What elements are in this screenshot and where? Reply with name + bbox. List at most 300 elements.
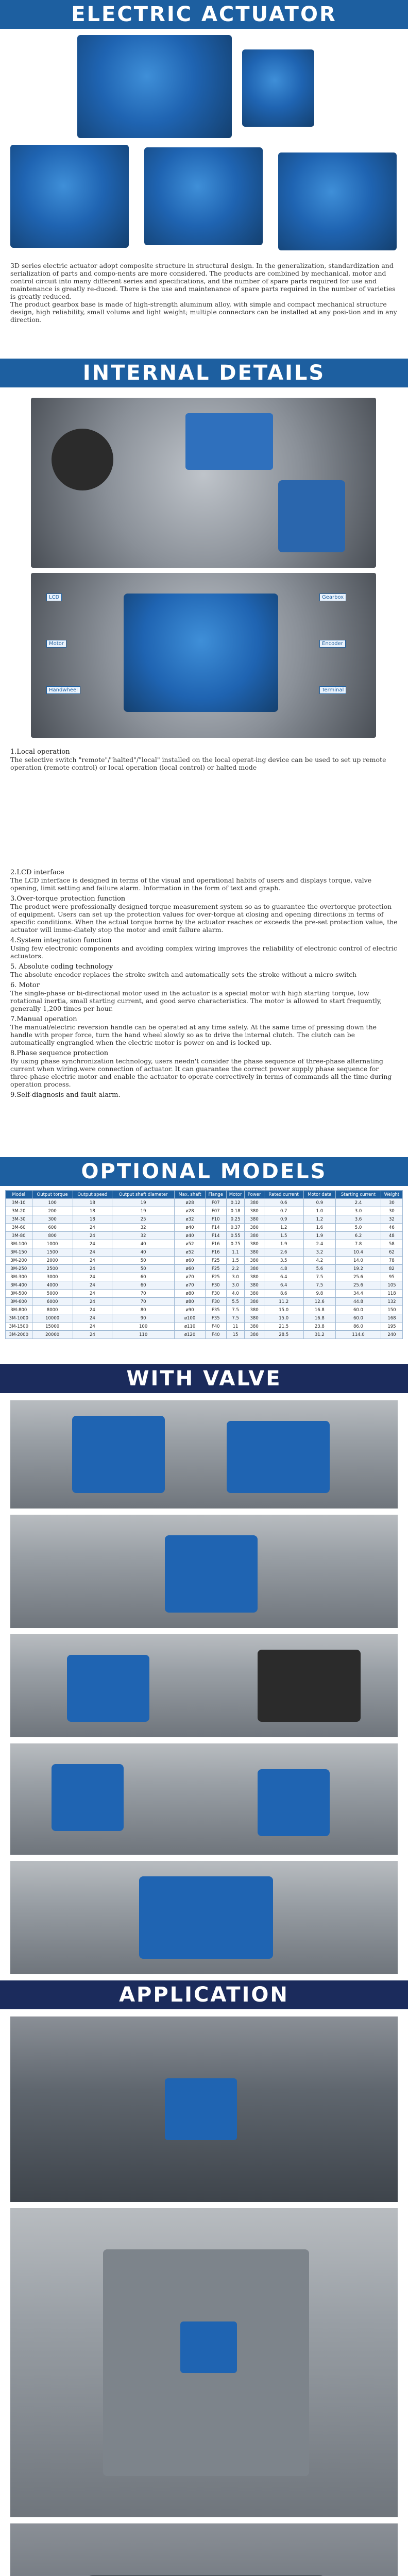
table-cell: 600 [32,1224,73,1232]
table-cell: 12.6 [303,1298,335,1306]
table-cell: 0.25 [226,1215,245,1224]
table-row [6,1306,403,1314]
table-cell: F07 [205,1207,226,1215]
table-cell: 168 [381,1314,402,1323]
banner-title: OPTIONAL MODELS [81,1160,327,1183]
table-cell: 3M-150 [6,1248,32,1257]
actuator-body [124,594,278,712]
table-cell: 3M-200 [6,1257,32,1265]
table-cell: 25 [112,1215,175,1224]
feature-list-continued [0,869,408,1157]
product-photo-center [144,147,263,245]
spec-header-cell: Motor data [303,1191,335,1199]
feature-item [10,895,398,934]
actuator-on-valve [72,1416,165,1493]
table-cell: 1.1 [226,1248,245,1257]
table-cell: F14 [205,1232,226,1240]
table-row [6,1257,403,1265]
table-row [6,1331,403,1339]
table-cell: 6.4 [264,1273,303,1281]
table-cell: F30 [205,1298,226,1306]
table-cell: ø40 [175,1224,206,1232]
feature-text: Using few electronic components and avoiding complex wiring improves the reliability of electronic control of electric actuators. [10,944,397,960]
table-row [6,1273,403,1281]
table-cell: 19 [112,1207,175,1215]
table-cell: 48 [381,1232,402,1240]
table-row [6,1248,403,1257]
spec-header-cell: Weight [381,1191,402,1199]
actuator-installed [180,2321,237,2373]
table-cell: 132 [381,1298,402,1306]
table-cell: 380 [245,1290,264,1298]
banner-title: INTERNAL DETAILS [82,361,326,385]
table-cell: 100 [32,1199,73,1207]
table-cell: 3M-300 [6,1273,32,1281]
table-cell: 2000 [32,1257,73,1265]
feature-title: 6. Motor [10,981,40,989]
table-cell: ø32 [175,1215,206,1224]
table-cell: 80 [112,1306,175,1314]
banner-title: WITH VALVE [126,1367,282,1391]
spec-header-cell: Output torque [32,1191,73,1199]
table-cell: F25 [205,1257,226,1265]
table-cell: 3M-600 [6,1298,32,1306]
table-cell: F07 [205,1199,226,1207]
table-cell: F10 [205,1215,226,1224]
product-photo-main [77,35,232,138]
table-cell: 18 [73,1215,112,1224]
table-cell: 0.37 [226,1224,245,1232]
table-cell: 380 [245,1199,264,1207]
table-cell: 9.8 [303,1290,335,1298]
feature-title: 9.Self-diagnosis and fault alarm. [10,1091,121,1099]
table-cell: 3.0 [336,1207,381,1215]
spec-header-cell: Motor [226,1191,245,1199]
table-cell: 0.55 [226,1232,245,1240]
table-cell: 380 [245,1240,264,1248]
feature-title: 7.Manual operation [10,1015,77,1023]
table-cell: 3.6 [336,1215,381,1224]
table-cell: 2.4 [336,1199,381,1207]
table-cell: F35 [205,1306,226,1314]
spec-table [5,1190,403,1339]
table-cell: 16.8 [303,1306,335,1314]
table-cell: 8.6 [264,1290,303,1298]
table-cell: ø80 [175,1298,206,1306]
table-cell: 11.2 [264,1298,303,1306]
table-row [6,1232,403,1240]
label-terminal: Terminal [319,686,346,694]
table-cell: 380 [245,1232,264,1240]
spec-header-cell: Rated current [264,1191,303,1199]
banner-title: ELECTRIC ACTUATOR [71,3,337,26]
valve-photo-2 [10,1515,398,1628]
table-cell: 24 [73,1306,112,1314]
table-cell: 800 [32,1232,73,1240]
table-cell: 18 [73,1207,112,1215]
table-cell: F25 [205,1265,226,1273]
table-cell: 6000 [32,1298,73,1306]
table-cell: 380 [245,1224,264,1232]
actuator-on-valve [139,1876,273,1959]
table-cell: F16 [205,1248,226,1257]
table-cell: 3M-1500 [6,1323,32,1331]
table-cell: 58 [381,1240,402,1248]
table-cell: 24 [73,1290,112,1298]
spec-header-cell: Max. shaft [175,1191,206,1199]
table-cell: 1.6 [303,1224,335,1232]
table-cell: ø40 [175,1232,206,1240]
table-cell: 18 [73,1199,112,1207]
table-cell: 3.2 [303,1248,335,1257]
table-cell: F30 [205,1281,226,1290]
table-cell: 62 [381,1248,402,1257]
actuator-on-valve [227,1421,330,1493]
feature-item [10,937,398,960]
table-cell: 28.5 [264,1331,303,1339]
actuator-on-valve [258,1769,330,1836]
table-cell: 6.4 [264,1281,303,1290]
table-cell: 2.2 [226,1265,245,1273]
table-cell: 24 [73,1224,112,1232]
valve-body [258,1650,361,1722]
table-cell: ø80 [175,1290,206,1298]
spec-header-cell: Power [245,1191,264,1199]
table-cell: 7.5 [226,1314,245,1323]
feature-text: The LCD interface is designed in terms of the visual and operational habits of users and displays torque, valve opening, limit setting and failure alarm. Information in the form of text and graph. [10,876,372,892]
table-cell: 0.12 [226,1199,245,1207]
table-cell: 380 [245,1207,264,1215]
table-cell: 19.2 [336,1265,381,1273]
table-cell: 14.0 [336,1257,381,1265]
table-cell: 15.0 [264,1306,303,1314]
table-cell: 82 [381,1265,402,1273]
table-cell: 150 [381,1306,402,1314]
table-cell: 0.75 [226,1240,245,1248]
table-cell: 16.8 [303,1314,335,1323]
feature-list [10,748,398,771]
table-cell: 44.8 [336,1298,381,1306]
table-row [6,1298,403,1306]
table-row [6,1323,403,1331]
table-cell: 3.5 [264,1257,303,1265]
table-cell: ø90 [175,1306,206,1314]
feature-item [10,1015,398,1046]
table-cell: 3M-100 [6,1240,32,1248]
table-cell: 4.8 [264,1265,303,1273]
section-banner-with-valve [0,1364,408,1393]
table-cell: 32 [112,1224,175,1232]
table-cell: 380 [245,1273,264,1281]
table-cell: ø100 [175,1314,206,1323]
spec-header-cell: Model [6,1191,32,1199]
application-photo-2 [10,2208,398,2517]
table-cell: 10000 [32,1314,73,1323]
feature-item [10,981,398,1012]
application-photo-3 [10,2523,398,2576]
label-encoder: Encoder [319,640,346,648]
table-cell: ø60 [175,1257,206,1265]
table-cell: 78 [381,1257,402,1265]
table-cell: 23.8 [303,1323,335,1331]
table-cell: 86.0 [336,1323,381,1331]
banner-title: APPLICATION [119,1983,289,2007]
table-cell: 70 [112,1298,175,1306]
table-cell: 3M-20 [6,1207,32,1215]
feature-text: The selective switch "remote"/"halted"/"local" installed on the local operat-ing device can be used to set up remote operation (remote control) or local operation (local control) or halted mode [10,756,386,771]
table-cell: 0.7 [264,1207,303,1215]
spec-header-cell: Flange [205,1191,226,1199]
table-row [6,1314,403,1323]
section-banner-internal-details [0,359,408,387]
table-cell: 300 [32,1215,73,1224]
label-handwheel: Handwheel [46,686,80,694]
feature-title: 4.System integration function [10,937,112,944]
spec-table-header [6,1191,403,1199]
table-cell: 90 [112,1314,175,1323]
table-cell: 380 [245,1281,264,1290]
table-cell: F40 [205,1323,226,1331]
table-cell: ø28 [175,1207,206,1215]
table-cell: 32 [112,1232,175,1240]
table-cell: 6.2 [336,1232,381,1240]
product-photo-right [278,152,397,250]
table-cell: ø110 [175,1323,206,1331]
label-lcd: LCD [46,594,62,601]
optional-models-table [0,1186,408,1364]
housing-part [278,480,345,552]
table-cell: 30 [381,1207,402,1215]
table-cell: 3M-80 [6,1232,32,1240]
feature-title: 3.Over-torque protection function [10,895,126,903]
table-cell: 380 [245,1215,264,1224]
table-cell: 110 [112,1331,175,1339]
table-cell: 1.2 [264,1224,303,1232]
table-cell: 24 [73,1265,112,1273]
spec-header-cell: Output shaft diameter [112,1191,175,1199]
valve-photo-4 [10,1743,398,1855]
table-cell: 240 [381,1331,402,1339]
table-cell: 1.0 [303,1207,335,1215]
table-cell: 46 [381,1224,402,1232]
table-cell: 380 [245,1298,264,1306]
intro-text [10,262,398,324]
feature-title: 8.Phase sequence protection [10,1049,109,1057]
table-cell: F40 [205,1331,226,1339]
table-cell: 1500 [32,1248,73,1257]
table-cell: 15.0 [264,1314,303,1323]
motor-part [52,429,113,490]
table-cell: 3M-10 [6,1199,32,1207]
table-cell: 50 [112,1257,175,1265]
table-cell: 21.5 [264,1323,303,1331]
table-cell: 95 [381,1273,402,1281]
table-row [6,1224,403,1232]
spec-header-cell: Output speed [73,1191,112,1199]
actuator-on-valve [165,1535,258,1613]
spec-header-cell: Starting current [336,1191,381,1199]
feature-text: By using phase synchronization technology, users needn't consider the phase sequence of three-phase alternating current when wiring.were connection of actuator. It can guarantee the correct power supply phase sequence for three-phase electric motor and enable the actuator to operate correctively in terms of commands all the time during operation process. [10,1057,392,1088]
table-cell: 380 [245,1248,264,1257]
feature-item [10,748,398,771]
table-cell: 60 [112,1273,175,1281]
feature-text: The product were professionally designed torque measurement system so as to guarantee the overtorque protection of equipment. Users can set up the protection values for over-torque at closing and opening directions in terms of specific conditions. When the actual torque borne by the actuator reaches or exceeds the pre-set protection value, the actuator will imme-diately stop the motor and emit failure alarm. [10,903,398,934]
table-cell: 3000 [32,1273,73,1281]
table-cell: 24 [73,1331,112,1339]
table-row [6,1265,403,1273]
table-cell: 1.9 [264,1240,303,1248]
table-cell: 0.6 [264,1199,303,1207]
cover-part [185,413,273,470]
table-row [6,1207,403,1215]
valve-photo-1 [10,1400,398,1509]
with-valve-photos [0,1393,408,1980]
table-cell: 5.5 [226,1298,245,1306]
table-cell: 60.0 [336,1314,381,1323]
table-cell: 24 [73,1240,112,1248]
table-cell: 1.2 [303,1215,335,1224]
table-cell: 118 [381,1290,402,1298]
table-cell: 24 [73,1232,112,1240]
application-photo-1 [10,2016,398,2202]
table-cell: 11 [226,1323,245,1331]
table-cell: ø70 [175,1273,206,1281]
section-banner-application [0,1980,408,2009]
table-cell: 3.0 [226,1273,245,1281]
table-cell: 40 [112,1240,175,1248]
table-cell: 24 [73,1281,112,1290]
application-photos [0,2009,408,2576]
section-banner-optional-models [0,1157,408,1186]
feature-item [10,1091,398,1099]
table-cell: 2.4 [303,1240,335,1248]
feature-item [10,963,398,978]
table-cell: 2500 [32,1265,73,1273]
table-cell: 380 [245,1331,264,1339]
table-cell: 200 [32,1207,73,1215]
table-cell: 40 [112,1248,175,1257]
table-cell: 7.5 [226,1306,245,1314]
table-cell: 3M-250 [6,1265,32,1273]
table-cell: 1.9 [303,1232,335,1240]
table-cell: 4000 [32,1281,73,1290]
feature-title: 2.LCD interface [10,869,64,876]
table-cell: ø70 [175,1281,206,1290]
table-cell: 34.4 [336,1290,381,1298]
feature-item [10,869,398,892]
table-cell: 24 [73,1257,112,1265]
table-row [6,1240,403,1248]
table-cell: ø28 [175,1199,206,1207]
table-cell: 3M-500 [6,1290,32,1298]
actuator-installed [165,2078,237,2140]
table-cell: 24 [73,1314,112,1323]
table-cell: 195 [381,1323,402,1331]
table-cell: 3M-400 [6,1281,32,1290]
valve-photo-3 [10,1634,398,1737]
product-photo-small [242,49,314,127]
table-cell: 24 [73,1298,112,1306]
valve-photo-5 [10,1861,398,1974]
internal-exploded-view [31,398,376,568]
table-cell: 24 [73,1248,112,1257]
table-cell: F30 [205,1290,226,1298]
table-cell: 4.2 [303,1257,335,1265]
table-cell: 0.9 [303,1199,335,1207]
table-cell: F16 [205,1240,226,1248]
table-cell: 380 [245,1306,264,1314]
table-cell: 1000 [32,1240,73,1248]
table-cell: 380 [245,1257,264,1265]
table-cell: ø120 [175,1331,206,1339]
table-cell: ø52 [175,1240,206,1248]
feature-text: The absolute encoder replaces the stroke switch and automatically sets the stroke without a micro switch [10,971,357,978]
table-cell: F35 [205,1314,226,1323]
table-cell: 380 [245,1323,264,1331]
table-cell: 20000 [32,1331,73,1339]
table-cell: 0.18 [226,1207,245,1215]
section-banner-electric-actuator [0,0,408,29]
table-cell: 60 [112,1281,175,1290]
table-cell: 100 [112,1323,175,1331]
product-photos [0,29,408,359]
table-cell: 24 [73,1273,112,1281]
table-cell: 3M-1000 [6,1314,32,1323]
table-cell: F25 [205,1273,226,1281]
table-cell: 5.6 [303,1265,335,1273]
table-cell: 50 [112,1265,175,1273]
feature-title: 5. Absolute coding technology [10,963,113,971]
table-row [6,1199,403,1207]
table-cell: 1.5 [226,1257,245,1265]
spec-table-body [6,1199,403,1339]
table-cell: 380 [245,1314,264,1323]
table-cell: F14 [205,1224,226,1232]
table-cell: 3M-800 [6,1306,32,1314]
table-cell: 105 [381,1281,402,1290]
table-cell: 3M-2000 [6,1331,32,1339]
table-row [6,1215,403,1224]
table-cell: 4.0 [226,1290,245,1298]
table-cell: 3M-30 [6,1215,32,1224]
label-gearbox: Gearbox [319,594,346,601]
table-cell: 380 [245,1265,264,1273]
actuator-on-valve [52,1764,124,1831]
table-cell: 15000 [32,1323,73,1331]
table-cell: 31.2 [303,1331,335,1339]
table-cell: 2.6 [264,1248,303,1257]
intro-paragraph: 3D series electric actuator adopt composite structure in structural design. In the generalization, standardization and serialization of parts and compo-nents are more considered. The products are combined by mechanical, motor and control circuit into many different series and specifications, and the number of spare parts required for use and maintenance is greatly re-duced. There is the use and maintenance of spare parts required in the number of varieties is greatly reduced. The product gearbox base is made of high-strength aluminum alloy, with simple and compact mechanical structure design, high reliability, small volume and light weight; multiple connectors can be installed at any posi-tion and in any direction. [10,262,397,324]
table-cell: 5.0 [336,1224,381,1232]
table-cell: 32 [381,1215,402,1224]
table-cell: 3.0 [226,1281,245,1290]
table-cell: 1.5 [264,1232,303,1240]
table-cell: 25.6 [336,1281,381,1290]
table-cell: 7.5 [303,1281,335,1290]
table-cell: ø52 [175,1248,206,1257]
table-cell: 8000 [32,1306,73,1314]
table-cell: 24 [73,1323,112,1331]
table-cell: 7.5 [303,1273,335,1281]
table-cell: 60.0 [336,1306,381,1314]
table-cell: 25.6 [336,1273,381,1281]
table-cell: 30 [381,1199,402,1207]
label-motor: Motor [46,640,66,648]
feature-text: The manual/electric reversion handle can be operated at any time safely. At the same time of pressing down the handle with proper force, turn the hand wheel slowly so as to drive the internal clutch. The clutch can be automatically engrangled when the electric motor is power on and is locked up. [10,1023,377,1046]
feature-text: The single-phase or bi-directional motor used in the actuator is a special motor with high starting torque, low rotational inertia, small starting current, and good servo characteristics. The motor is allowed to start frequently, generally 1,200 times per hour. [10,989,382,1012]
product-photo-left [10,145,129,248]
feature-item [10,1049,398,1088]
